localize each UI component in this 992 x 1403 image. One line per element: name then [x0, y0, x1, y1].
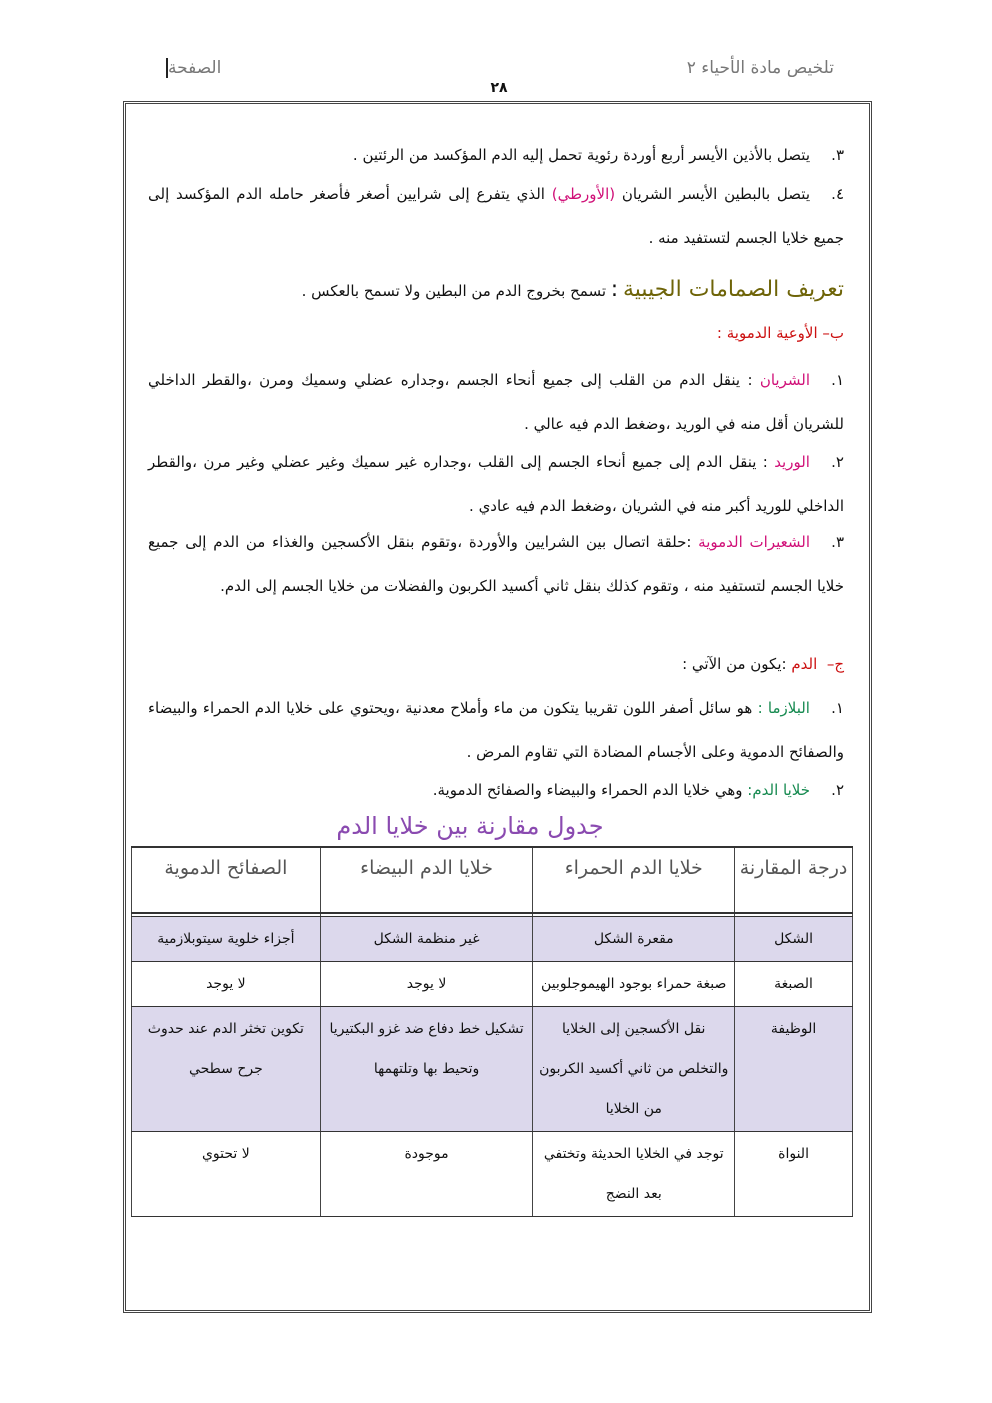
aorta-term: (الأورطي): [551, 185, 616, 203]
term-separator: :: [747, 371, 753, 389]
table-header-cell: خلايا الدم الحمراء: [533, 847, 735, 913]
table-cell: تشكيل خط دفاع ضد غزو البكتيريا وتحيط بها وتلتهمها: [320, 1007, 533, 1132]
table-header-cell: خلايا الدم البيضاء: [320, 847, 533, 913]
item-text-continued: الذي يتفرع إلى شرايين أصغر فأصغر حامله الدم المؤكسد إلى جميع خلايا الجسم لتستفيد منه .: [148, 185, 844, 247]
blood-term: خلايا الدم: [752, 781, 810, 799]
blood-item-2: [148, 768, 844, 812]
item-number: ٤.: [831, 185, 844, 203]
table-cell: أجزاء خلوية سيتوبلازمية: [132, 917, 321, 962]
page-label-text: الصفحة: [168, 58, 222, 78]
valves-text: تسمح بخروج الدم من البطين ولا تسمح بالعكس .: [301, 282, 607, 300]
item-text: يتصل بالبطين الأيسر الشريان: [621, 185, 810, 203]
table-cell: نقل الأكسجين إلى الخلايا والتخلص من ثاني أكسيد الكربون من الخلايا: [533, 1007, 735, 1132]
table-row: [132, 1007, 853, 1132]
document-header-title: تلخيص مادة الأحياء ٢: [686, 58, 834, 78]
table-cell: النواة: [735, 1132, 853, 1217]
valves-definition: [148, 268, 844, 313]
section-c-term: الدم: [791, 655, 818, 673]
item-number: ٣.: [831, 533, 844, 551]
table-cell: لا يوجد: [132, 962, 321, 1007]
list-item-4: [148, 172, 844, 260]
blood-text: وهي خلايا الدم الحمراء والبيضاء والصفائح الدموية.: [432, 781, 743, 799]
section-b-title: ب– الأوعية الدموية :: [716, 324, 844, 342]
list-item-3: [148, 133, 844, 177]
page-label: [160, 58, 221, 78]
vessel-item-1: [148, 358, 844, 446]
section-c-text: :يكون من الآتي :: [682, 655, 787, 673]
vessel-text: ينقل الدم من القلب إلى جميع أنحاء الجسم ،وجداره عضلي وسميك ومرن ،والقطر الداخلي للشريان أقل منه في الوريد ،وضغط الدم فيه عالي .: [148, 371, 844, 433]
table-title: جدول مقارنة بين خلايا الدم: [336, 812, 604, 840]
term-separator: :: [747, 781, 753, 799]
vessel-term: الشريان: [759, 371, 810, 389]
table-cell: صبغة حمراء بوجود الهيموجلوبين: [533, 962, 735, 1007]
vessel-text: ينقل الدم إلى جميع أنحاء الجسم إلى القلب ،وجداره غير سميك وغير عضلي وغير مرن ،والقطر الداخلي للوريد أكبر منه في الشريان ،وضغط الدم فيه عادي .: [148, 453, 844, 515]
table-row: [132, 917, 853, 962]
vessel-item-2: [148, 440, 844, 528]
table-cell: توجد في الخلايا الحديثة وتختفي بعد النضج: [533, 1132, 735, 1217]
valves-colon: :: [610, 277, 619, 302]
item-number: ٣.: [831, 146, 844, 164]
table-cell: لا يوجد: [320, 962, 533, 1007]
comparison-table: [131, 846, 853, 1217]
table-cell: موجودة: [320, 1132, 533, 1217]
term-separator: :: [686, 533, 692, 551]
table-cell: الصبغة: [735, 962, 853, 1007]
table-cell: مقعرة الشكل: [533, 917, 735, 962]
term-separator: :: [757, 699, 763, 717]
section-c-prefix: ج–: [826, 655, 844, 673]
vessel-text: حلقة اتصال بين الشرايين والأوردة ،وتقوم بنقل الأكسجين والغذاء من الدم إلى جميع خلايا الجسم لتستفيد منه ، وتقوم كذلك بنقل ثاني أكسيد الكربون والفضلات من خلايا الجسم إلى الدم.: [148, 533, 844, 595]
vessel-item-3: [148, 520, 844, 608]
term-separator: :: [762, 453, 768, 471]
table-cell: تكوين تخثر الدم عند حدوث جرح سطحي: [132, 1007, 321, 1132]
item-number: ٢.: [831, 453, 844, 471]
item-number: ١.: [831, 699, 844, 717]
table-header-row: [132, 847, 853, 913]
table-cell: الوظيفة: [735, 1007, 853, 1132]
vessel-term: الوريد: [774, 453, 810, 471]
page-number: ٢٨: [490, 80, 508, 96]
table-cell: غير منظمة الشكل: [320, 917, 533, 962]
item-text: يتصل بالأذين الأيسر أربع أوردة رئوية تحمل إليه الدم المؤكسد من الرئتين .: [352, 146, 810, 164]
table-row: [132, 962, 853, 1007]
item-number: ٢.: [831, 781, 844, 799]
table-header-cell: الصفائح الدموية: [132, 847, 321, 913]
vessel-term: الشعيرات الدموية: [698, 533, 810, 551]
valves-heading: تعريف الصمامات الجيبية: [623, 277, 844, 302]
table-header-cell: درجة المقارنة: [735, 847, 853, 913]
blood-term: البلازما: [767, 699, 810, 717]
table-cell: الشكل: [735, 917, 853, 962]
item-number: ١.: [831, 371, 844, 389]
section-c-title: [682, 655, 844, 673]
blood-item-1: [148, 686, 844, 774]
blood-text: هو سائل أصفر اللون تقريبا يتكون من ماء وأملاح معدنية ،ويحتوي على خلايا الدم الحمراء والبيضاء والصفائح الدموية وعلى الأجسام المضادة التي تقاوم المرض .: [148, 699, 844, 761]
table-row: [132, 1132, 853, 1217]
table-cell: لا تحتوي: [132, 1132, 321, 1217]
